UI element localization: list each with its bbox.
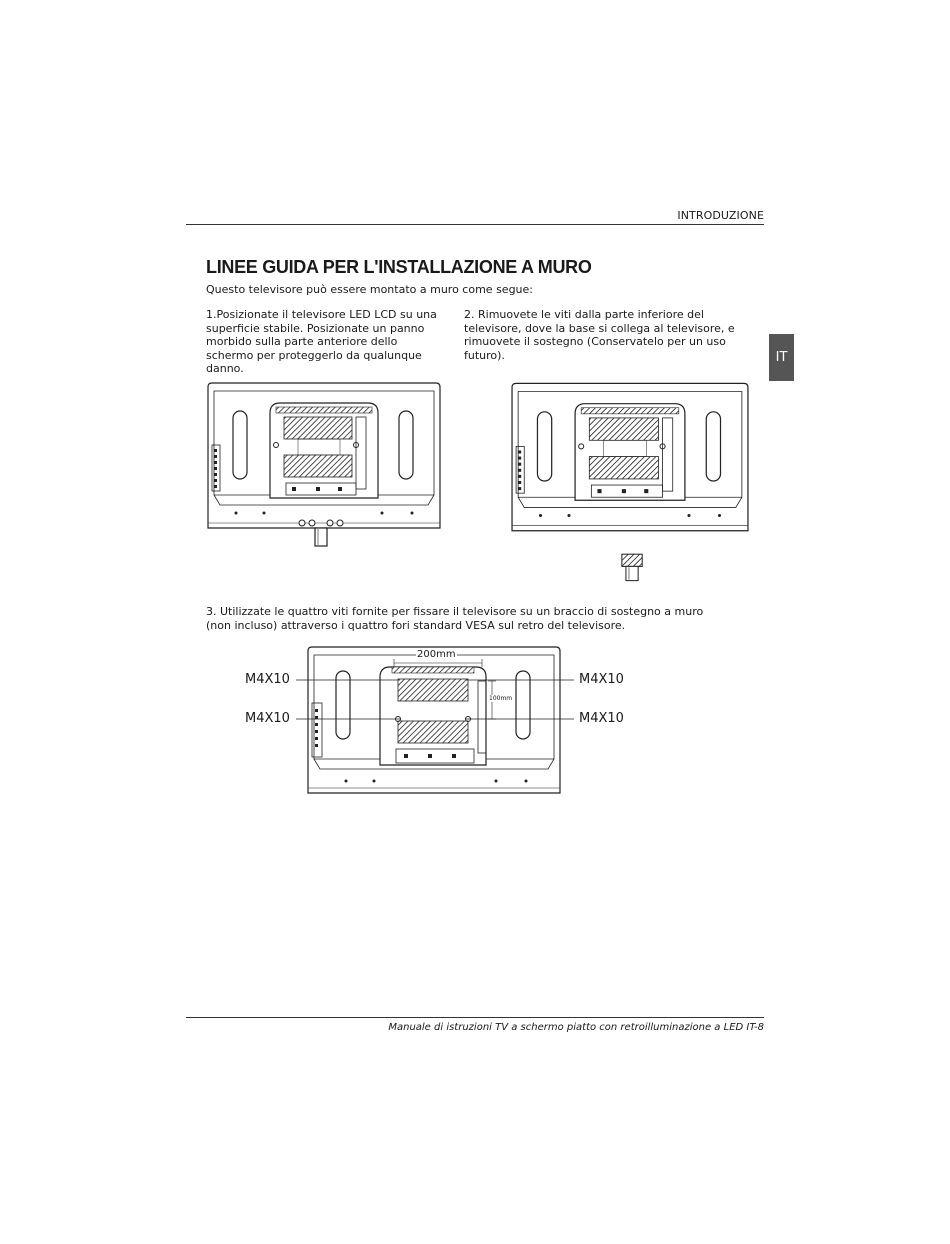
language-tab: IT <box>769 334 794 381</box>
section-header: INTRODUZIONE <box>677 209 764 222</box>
tv-back-stand-removed-illustration <box>510 383 750 583</box>
footer-rule <box>186 1017 764 1018</box>
vesa-height-label: 100mm <box>489 695 513 702</box>
step-2-text: 2. Rimuovete le viti dalla parte inferiore del televisore, dove la base si collega al televisore, e rimuovete il sostegno (Conservatelo per un uso futuro). <box>464 308 735 362</box>
step-1-text: 1.Posizionate il televisore LED LCD su una superficie stabile. Posizionate un panno morbido sulla parte anteriore dello schermo per proteggerlo da qualunque danno. <box>206 308 437 375</box>
screw-label-bottom-right: M4X10 <box>579 711 624 726</box>
screw-label-top-right: M4X10 <box>579 672 624 687</box>
step-3-text: 3. Utilizzate le quattro viti fornite per fissare il televisore su un braccio di sostegno a muro (non incluso) attraverso i quattro fori standard VESA sul retro del televisore. <box>206 605 704 632</box>
vesa-width-label: 200mm <box>417 649 456 660</box>
screw-label-bottom-left: M4X10 <box>245 711 290 726</box>
page-title: LINEE GUIDA PER L'INSTALLAZIONE A MURO <box>206 257 592 277</box>
intro-text: Questo televisore può essere montato a muro come segue: <box>206 283 533 296</box>
screw-label-top-left: M4X10 <box>245 672 290 687</box>
tv-back-with-stand-illustration <box>206 383 442 548</box>
header-rule <box>186 224 764 225</box>
screw-leader-lines <box>296 678 576 724</box>
footer-text: Manuale di istruzioni TV a schermo piatto con retroilluminazione a LED IT-8 <box>388 1022 764 1033</box>
